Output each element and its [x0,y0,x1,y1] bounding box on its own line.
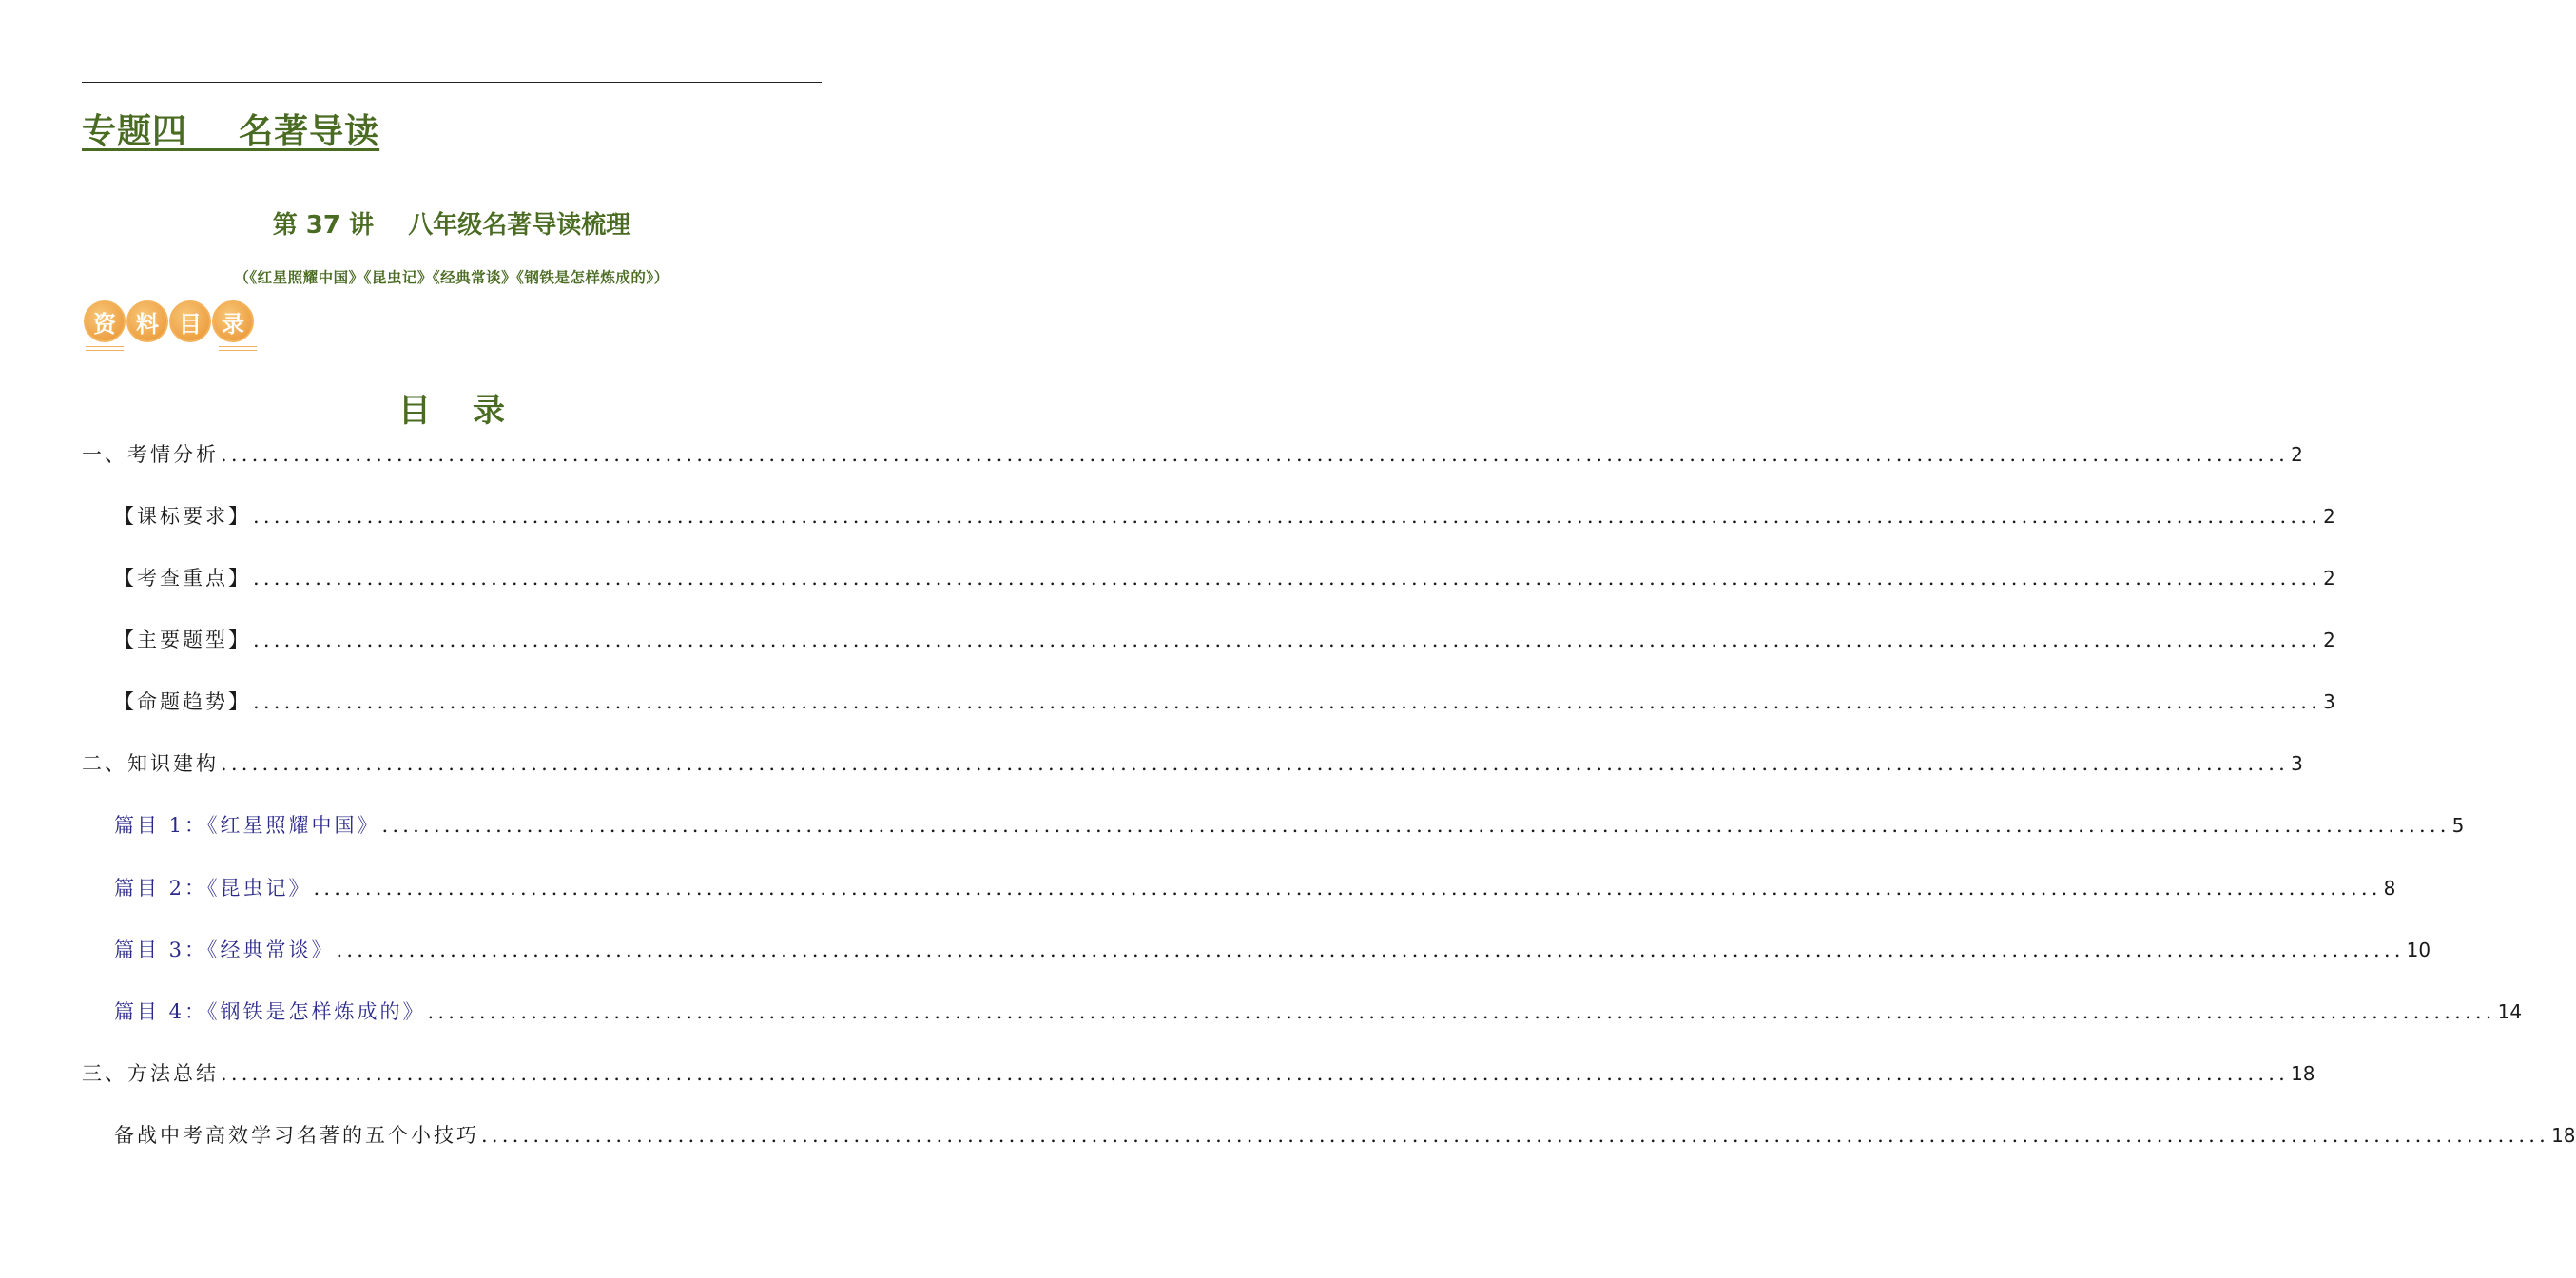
toc-leader-dots: ........................................................................................................................................................................................................ [381,814,2450,837]
badge-char: 目 [169,300,211,342]
toc-entry-label: 篇目 3：《经典常谈》 [114,939,335,961]
toc-page-number: 3 [2291,752,2303,775]
toc-entry[interactable] [82,439,2303,468]
toc-entry-label: 【考查重点】 [114,567,251,590]
toc-entry[interactable] [114,997,2523,1025]
book-list-subtitle: （《红星照耀中国》《昆虫记》《经典常谈》《钢铁是怎样炼成的》） [234,269,669,286]
toc-entry-label: 一、考情分析 [82,443,219,466]
toc-page-number: 8 [2383,877,2396,900]
toc-leader-dots: ........................................................................................................................................................................................................ [427,1000,2496,1023]
toc-entry[interactable] [82,748,2303,777]
toc-entry-label: 篇目 4：《钢铁是怎样炼成的》 [114,1000,426,1023]
badge-decoration-right [219,346,257,356]
toc-heading: 目录 [398,392,547,430]
top-rule [82,82,822,83]
toc-page-number: 18 [2291,1062,2315,1085]
toc-entry-label: 篇目 1：《红星照耀中国》 [114,814,380,837]
toc-entry-label: 【课标要求】 [114,505,251,528]
badge-char: 料 [126,300,168,342]
toc-leader-dots: ........................................................................................................................................................................................................ [481,1124,2550,1147]
toc-leader-dots: ........................................................................................................................................................................................................ [221,752,2290,775]
toc-page-number: 14 [2497,1000,2523,1023]
toc-entry-label: 篇目 2：《昆虫记》 [114,877,312,900]
toc-entry-label: 三、方法总结 [82,1062,219,1085]
badge-char: 录 [212,300,254,342]
toc-entry-label: 【命题趋势】 [114,690,251,713]
toc-leader-dots: ........................................................................................................................................................................................................ [336,939,2405,961]
toc-page-number: 18 [2551,1124,2576,1147]
toc-entry[interactable] [114,810,2465,839]
toc-leader-dots: ........................................................................................................................................................................................................ [221,1062,2290,1085]
lecture-title: 第 37 讲 八年级名著导读梳理 [272,211,631,240]
toc-page-number: 3 [2323,690,2335,713]
topic-title: 专题四 名著导读 [82,112,380,151]
toc-entry-label: 【主要题型】 [114,629,251,651]
toc-entry-label: 二、知识建构 [82,752,219,775]
toc-page-number: 2 [2323,567,2335,590]
toc-page-number: 2 [2323,629,2335,651]
toc-page-number: 2 [2323,505,2335,528]
toc-leader-dots: ........................................................................................................................................................................................................ [313,877,2382,900]
toc-entry[interactable] [114,935,2431,963]
toc-page-number: 2 [2291,443,2303,466]
materials-contents-badge [84,300,264,358]
toc-entry[interactable] [82,1058,2315,1087]
toc-entry-label: 备战中考高效学习名著的五个小技巧 [114,1124,479,1147]
toc-page-number: 5 [2451,814,2465,837]
badge-char: 资 [84,300,126,342]
toc-entry[interactable] [114,625,2335,653]
toc-entry[interactable] [114,687,2335,715]
toc-leader-dots: ........................................................................................................................................................................................................ [253,690,2322,713]
toc-leader-dots: ........................................................................................................................................................................................................ [253,629,2322,651]
toc-leader-dots: ........................................................................................................................................................................................................ [221,443,2290,466]
toc-leader-dots: ........................................................................................................................................................................................................ [253,567,2322,590]
badge-decoration-left [86,346,124,356]
toc-entry[interactable] [114,873,2396,901]
toc-entry[interactable] [114,1120,2576,1149]
toc-page-number: 10 [2406,939,2431,961]
toc-entry[interactable] [114,563,2335,591]
toc-leader-dots: ........................................................................................................................................................................................................ [253,505,2322,528]
toc-entry[interactable] [114,501,2335,530]
